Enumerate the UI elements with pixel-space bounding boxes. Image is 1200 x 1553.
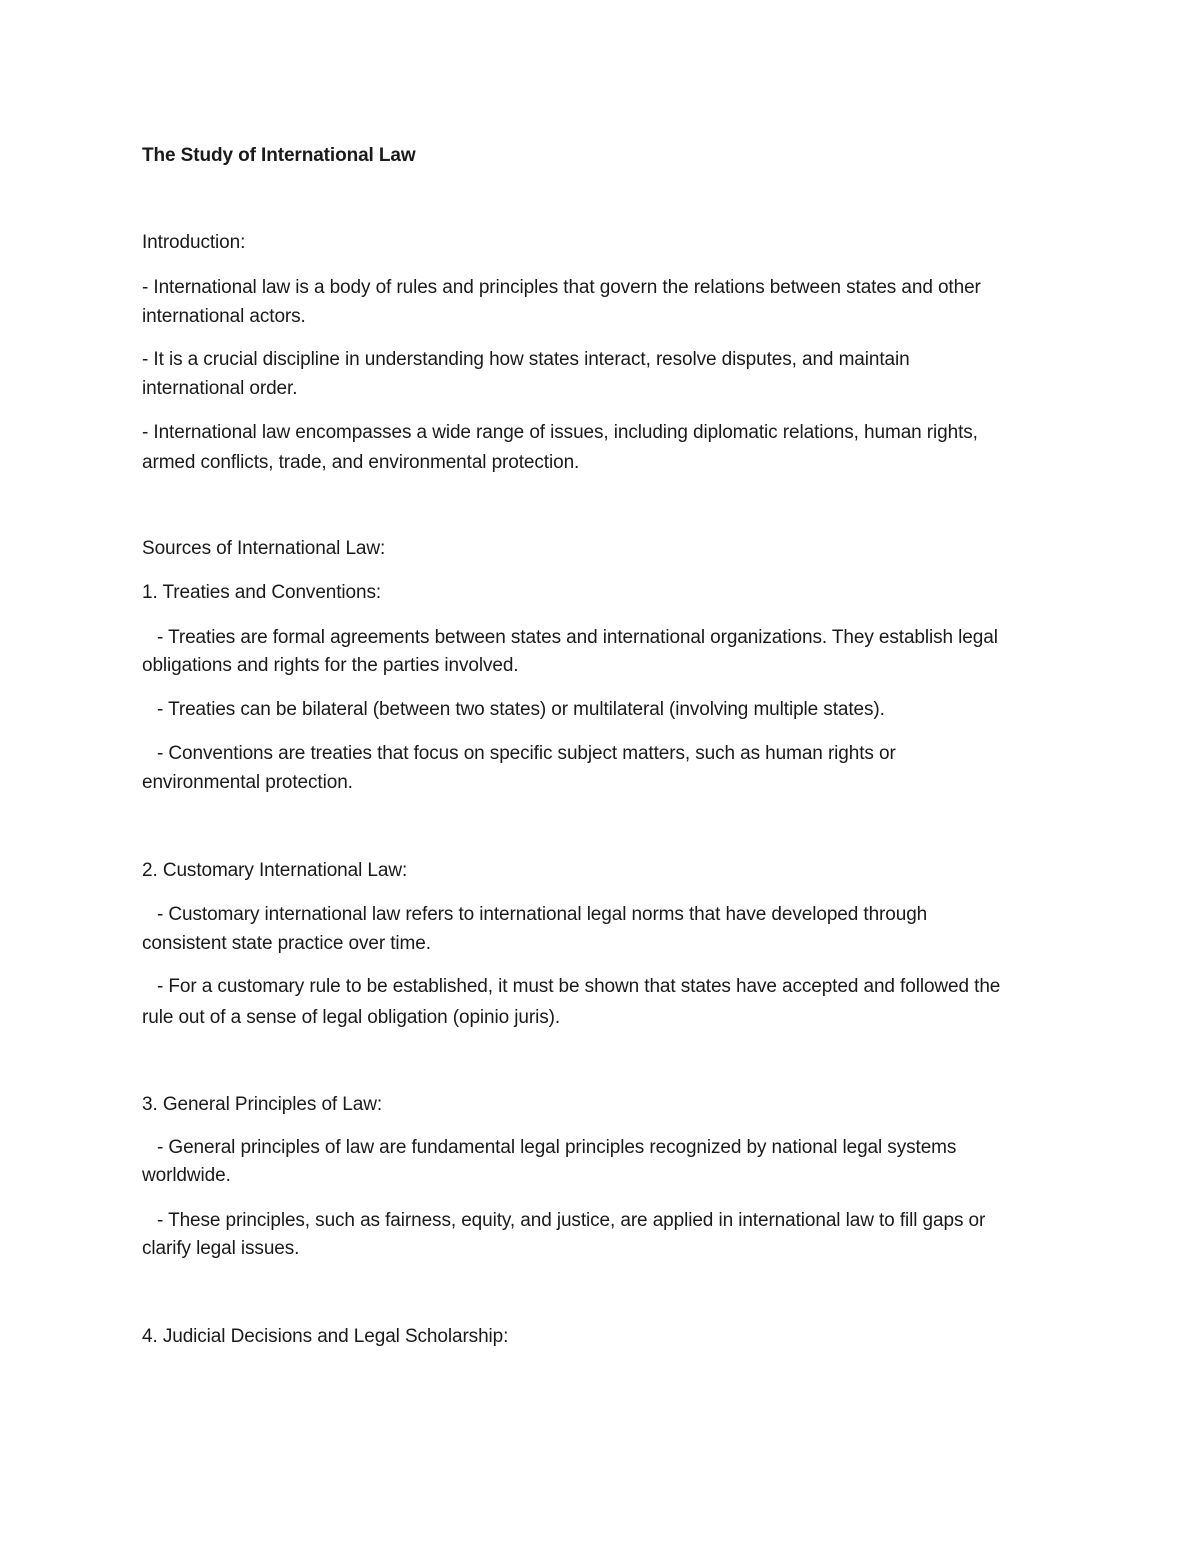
sources-heading: Sources of International Law: — [142, 538, 386, 559]
section-1-bullet-1-line-1: - Treaties are formal agreements between states and international organizations. They establish legal — [157, 627, 998, 648]
document-title: The Study of International Law — [142, 145, 416, 166]
section-1-bullet-2-line-1: - Treaties can be bilateral (between two states) or multilateral (involving multiple states). — [157, 699, 885, 720]
section-2-bullet-1-line-1: - Customary international law refers to international legal norms that have developed through — [157, 904, 928, 925]
section-2-bullet-2-line-2: rule out of a sense of legal obligation (opinio juris). — [142, 1007, 561, 1028]
section-2-bullet-2-line-1: - For a customary rule to be established, it must be shown that states have accepted and followed the — [157, 976, 1001, 997]
section-3-bullet-2-line-2: clarify legal issues. — [142, 1238, 300, 1259]
intro-bullet-3-line-2: armed conflicts, trade, and environmental protection. — [142, 452, 580, 473]
intro-bullet-2-line-1: - It is a crucial discipline in understanding how states interact, resolve disputes, and maintain — [142, 349, 910, 370]
section-1-bullet-1-line-2: obligations and rights for the parties involved. — [142, 655, 519, 676]
section-2-heading: 2. Customary International Law: — [142, 860, 408, 881]
intro-bullet-3-line-1: - International law encompasses a wide range of issues, including diplomatic relations, human rights, — [142, 422, 978, 443]
section-3-heading: 3. General Principles of Law: — [142, 1094, 382, 1115]
intro-bullet-1-line-1: - International law is a body of rules and principles that govern the relations between states and other — [142, 277, 981, 298]
section-3-bullet-2-line-1: - These principles, such as fairness, equity, and justice, are applied in international law to fill gaps or — [157, 1210, 986, 1231]
section-4-heading: 4. Judicial Decisions and Legal Scholarship: — [142, 1326, 509, 1347]
section-2-bullet-1-line-2: consistent state practice over time. — [142, 933, 431, 954]
intro-bullet-2-line-2: international order. — [142, 378, 298, 399]
section-3-bullet-1-line-1: - General principles of law are fundamental legal principles recognized by national legal systems — [157, 1137, 957, 1158]
section-1-heading: 1. Treaties and Conventions: — [142, 582, 382, 603]
section-3-bullet-1-line-2: worldwide. — [142, 1165, 231, 1186]
intro-bullet-1-line-2: international actors. — [142, 306, 306, 327]
section-1-bullet-3-line-2: environmental protection. — [142, 772, 353, 793]
section-1-bullet-3-line-1: - Conventions are treaties that focus on specific subject matters, such as human rights or — [157, 743, 896, 764]
intro-heading: Introduction: — [142, 232, 246, 253]
